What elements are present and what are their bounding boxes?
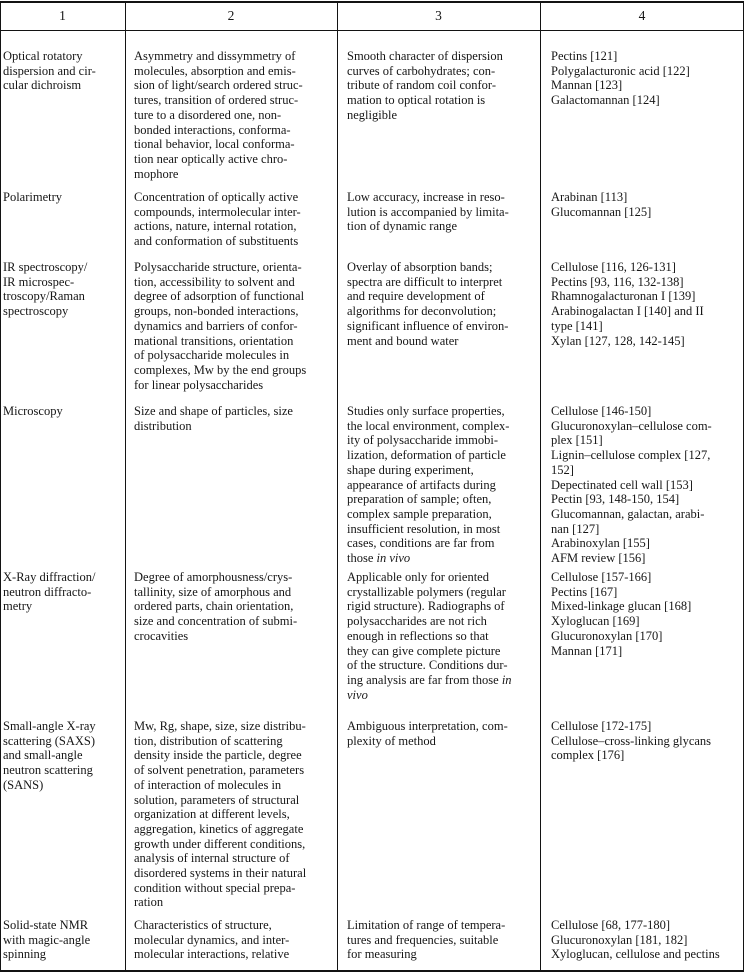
table-cell-r7-c4 bbox=[540, 900, 744, 975]
text-line: ture to a disordered one, non- bbox=[134, 107, 282, 122]
text-line: crystallizable polymers (regular bbox=[347, 584, 506, 599]
table-cell-r6-c2 bbox=[125, 701, 337, 910]
text-line: tion of dynamic range bbox=[347, 219, 458, 234]
text-line: negligible bbox=[347, 107, 397, 122]
text-line: of polysaccharide molecules in bbox=[134, 348, 290, 363]
table-cell-r2-c3 bbox=[337, 172, 540, 242]
text-line: aggregation, kinetics of aggregate bbox=[134, 821, 304, 836]
table-cell-r7-c2 bbox=[125, 900, 337, 975]
text-line: mophore bbox=[134, 166, 179, 181]
table-cell-r5-c1 bbox=[0, 552, 125, 701]
text-line: Xylan [127, 128, 142-145] bbox=[551, 333, 685, 348]
text-line: Characteristics of structure, bbox=[134, 918, 272, 932]
text-line: for measuring bbox=[347, 947, 417, 962]
text-line: they can give complete picture bbox=[347, 643, 501, 658]
text-line: Overlay of absorption bands; bbox=[347, 260, 493, 274]
text-line: those in vivo bbox=[347, 551, 411, 566]
table-cell-r4-c2 bbox=[125, 386, 337, 552]
text-line: Pectins [167] bbox=[551, 584, 618, 599]
text-line: appearance of artifacts during bbox=[347, 477, 496, 492]
text-line: degree of adsorption of functional bbox=[134, 289, 305, 304]
text-line: for linear polysaccharides bbox=[134, 377, 264, 392]
text-line: shape during experiment, bbox=[347, 462, 474, 477]
text-line: Pectin [93, 148-150, 154] bbox=[551, 492, 680, 507]
table-cell-r7-c1 bbox=[0, 900, 125, 975]
text-line: Polysaccharide structure, orienta- bbox=[134, 260, 302, 274]
text-line: Optical rotatory bbox=[3, 49, 83, 63]
text-line: distribution bbox=[134, 418, 192, 433]
table-cell-r4-c3 bbox=[337, 386, 540, 566]
text-line: solution, parameters of structural bbox=[134, 792, 300, 807]
text-line: ordered parts, chain orientation, bbox=[134, 599, 294, 614]
text-line: Low accuracy, increase in reso- bbox=[347, 190, 505, 204]
text-line: vivo bbox=[347, 687, 368, 702]
text-line: the local environment, complex- bbox=[347, 418, 510, 433]
text-line: Xyloglucan [169] bbox=[551, 614, 640, 629]
text-line: tion, accessibility to solvent and bbox=[134, 274, 295, 289]
text-line: Glucuronoxylan [181, 182] bbox=[551, 932, 688, 947]
text-line: lization, deformation of particle bbox=[347, 448, 506, 463]
table-cell-r1-c1 bbox=[0, 31, 125, 172]
table-cell-r2-c2 bbox=[125, 172, 337, 249]
text-line: Cellulose [157-166] bbox=[551, 570, 652, 584]
text-line: Mannan [171] bbox=[551, 643, 623, 658]
text-line: tures, transition of ordered struc- bbox=[134, 93, 299, 108]
text-line: insufficient resolution, in most bbox=[347, 521, 501, 536]
text-line: neutron scattering bbox=[3, 763, 93, 778]
text-line: metry bbox=[3, 599, 33, 614]
text-line: disordered systems in their natural bbox=[134, 866, 307, 881]
text-line: ity of polysaccharide immobi- bbox=[347, 433, 499, 448]
text-line: Pectins [93, 116, 132-138] bbox=[551, 274, 684, 289]
text-line: neutron diffracto- bbox=[3, 584, 92, 599]
text-line: 152] bbox=[551, 462, 574, 477]
text-line: Glucomannan, galactan, arabi- bbox=[551, 506, 705, 521]
text-line: AFM review [156] bbox=[551, 551, 646, 566]
text-line: tribute of random coil confor- bbox=[347, 78, 497, 93]
text-line: Galactomannan [124] bbox=[551, 93, 660, 108]
text-line: spectroscopy bbox=[3, 304, 69, 319]
table-cell-r3-c3 bbox=[337, 242, 540, 386]
text-line: Depectinated cell wall [153] bbox=[551, 477, 693, 492]
text-line: and small-angle bbox=[3, 748, 83, 763]
text-line: dynamics and barriers of confor- bbox=[134, 318, 298, 333]
text-line: IR microspec- bbox=[3, 274, 75, 289]
table-cell-r4-c1 bbox=[0, 386, 125, 552]
text-line: nan [127] bbox=[551, 521, 600, 536]
column-header-4: 4 bbox=[638, 8, 646, 23]
text-line: Ambiguous interpretation, com- bbox=[347, 719, 508, 733]
text-line: tion near optically active chro- bbox=[134, 151, 288, 166]
table-body-grid bbox=[0, 31, 744, 975]
text-line: Smooth character of dispersion bbox=[347, 49, 503, 63]
text-line: Microscopy bbox=[3, 404, 63, 418]
table-cell-r3-c4 bbox=[540, 242, 744, 386]
text-line: enough in reflections so that bbox=[347, 628, 489, 643]
text-line: Xyloglucan, cellulose and pectins bbox=[551, 947, 720, 962]
text-line: algorithms for deconvolution; bbox=[347, 304, 497, 319]
text-line: Degree of amorphousness/crys- bbox=[134, 570, 293, 584]
text-line: lution is accompanied by limita- bbox=[347, 204, 509, 219]
text-line: sion of light/search ordered struc- bbox=[134, 78, 303, 93]
text-line: Polarimetry bbox=[3, 190, 63, 204]
table-cell-r3-c1 bbox=[0, 242, 125, 386]
text-line: Glucuronoxylan [170] bbox=[551, 628, 663, 643]
text-line: rigid structure). Radiographs of bbox=[347, 599, 505, 614]
column-header-3: 3 bbox=[435, 8, 442, 23]
text-line: Asymmetry and dissymmetry of bbox=[134, 49, 296, 63]
text-line: X-Ray diffraction/ bbox=[3, 570, 96, 584]
text-line: troscopy/Raman bbox=[3, 289, 85, 304]
text-line: condition without special prepa- bbox=[134, 880, 296, 895]
text-line: molecular dynamics, and inter- bbox=[134, 932, 290, 947]
text-line: Arabinan [113] bbox=[551, 190, 628, 204]
text-line: Concentration of optically active bbox=[134, 190, 299, 204]
text-line: polysaccharides are not rich bbox=[347, 614, 487, 629]
text-line: complex sample preparation, bbox=[347, 506, 492, 521]
text-line: Cellulose [116, 126-131] bbox=[551, 260, 676, 274]
column-header-2: 2 bbox=[227, 8, 235, 23]
text-line: IR spectroscopy/ bbox=[3, 260, 88, 274]
text-line: dispersion and cir- bbox=[3, 63, 96, 78]
table-cell-r1-c2 bbox=[125, 31, 337, 181]
table-cell-r1-c3 bbox=[337, 31, 540, 172]
text-line: organization at different levels, bbox=[134, 807, 290, 822]
text-line: Rhamnogalacturonan I [139] bbox=[551, 289, 696, 304]
table-cell-r1-c4 bbox=[540, 31, 744, 172]
text-line: Solid-state NMR bbox=[3, 918, 89, 932]
text-line: of interaction of molecules in bbox=[134, 777, 282, 792]
text-line: bonded interactions, conforma- bbox=[134, 122, 291, 137]
text-line: of solvent penetration, parameters bbox=[134, 763, 305, 778]
text-line: Pectins [121] bbox=[551, 49, 618, 63]
text-line: Mixed-linkage glucan [168] bbox=[551, 599, 692, 614]
table-cell-r2-c4 bbox=[540, 172, 744, 242]
table-cell-r5-c3 bbox=[337, 552, 540, 701]
text-line: significant influence of environ- bbox=[347, 318, 509, 333]
text-line: actions, nature, internal rotation, bbox=[134, 219, 297, 234]
table-cell-r4-c4 bbox=[540, 386, 744, 566]
text-line: (SANS) bbox=[3, 777, 44, 792]
text-line: curves of carbohydrates; con- bbox=[347, 63, 496, 78]
column-header-1: 1 bbox=[59, 8, 66, 23]
text-line: molecules, absorption and emis- bbox=[134, 63, 296, 78]
text-line: tallinity, size of amorphous and bbox=[134, 584, 292, 599]
table-cell-r6-c1 bbox=[0, 701, 125, 900]
text-line: and require development of bbox=[347, 289, 485, 304]
text-line: Cellulose [146-150] bbox=[551, 404, 652, 418]
table-cell-r2-c1 bbox=[0, 172, 125, 242]
text-line: with magic-angle bbox=[3, 932, 91, 947]
text-line: complex [176] bbox=[551, 748, 625, 763]
text-line: tional behavior, local conforma- bbox=[134, 137, 295, 152]
text-line: tion, distribution of scattering bbox=[134, 733, 283, 748]
text-line: density inside the particle, degree bbox=[134, 748, 302, 763]
text-line: complexes, Mw by the end groups bbox=[134, 362, 307, 377]
text-line: Applicable only for oriented bbox=[347, 570, 489, 584]
text-line: spinning bbox=[3, 947, 47, 962]
table-cell-r6-c4 bbox=[540, 701, 744, 900]
text-line: size and concentration of submi- bbox=[134, 614, 298, 629]
text-line: ration bbox=[134, 895, 164, 910]
text-line: type [141] bbox=[551, 318, 603, 333]
text-line: Cellulose [68, 177-180] bbox=[551, 918, 671, 932]
text-line: Limitation of range of tempera- bbox=[347, 918, 506, 932]
text-line: Glucuronoxylan–cellulose com- bbox=[551, 418, 712, 433]
text-line: Glucomannan [125] bbox=[551, 204, 652, 219]
text-line: Small-angle X-ray bbox=[3, 719, 96, 733]
table-header-row bbox=[0, 2, 744, 30]
text-line: Polygalacturonic acid [122] bbox=[551, 63, 690, 78]
text-line: groups, non-bonded interactions, bbox=[134, 304, 299, 319]
text-line: tures and frequencies, suitable bbox=[347, 932, 499, 947]
text-line: molecular interactions, relative bbox=[134, 947, 290, 962]
text-line: Mw, Rg, shape, size, size distribu- bbox=[134, 719, 306, 733]
text-line: growth under different conditions, bbox=[134, 836, 306, 851]
text-line: and conformation of substituents bbox=[134, 234, 299, 249]
text-line: Arabinogalactan I [140] and II bbox=[551, 304, 704, 319]
text-line: plexity of method bbox=[347, 733, 436, 748]
text-line: Mannan [123] bbox=[551, 78, 623, 93]
text-line: cases, conditions are far from bbox=[347, 536, 495, 551]
text-line: Cellulose [172-175] bbox=[551, 719, 652, 733]
text-line: Arabinoxylan [155] bbox=[551, 536, 650, 551]
text-line: Size and shape of particles, size bbox=[134, 404, 293, 418]
text-line: plex [151] bbox=[551, 433, 603, 448]
text-line: Lignin–cellulose complex [127, bbox=[551, 448, 711, 463]
table-cell-r3-c2 bbox=[125, 242, 337, 392]
text-line: ing analysis are far from those in bbox=[347, 672, 512, 687]
text-line: preparation of sample; often, bbox=[347, 492, 492, 507]
text-line: analysis of internal structure of bbox=[134, 851, 290, 866]
text-line: mation to optical rotation is bbox=[347, 93, 486, 108]
text-line: spectra are difficult to interpret bbox=[347, 274, 503, 289]
text-line: scattering (SAXS) bbox=[3, 733, 95, 748]
text-line: crocavities bbox=[134, 628, 189, 643]
text-line: of the structure. Conditions dur- bbox=[347, 658, 508, 673]
text-line: ment and bound water bbox=[347, 333, 459, 348]
text-line: mational transitions, orientation bbox=[134, 333, 294, 348]
text-line: Studies only surface properties, bbox=[347, 404, 505, 418]
text-line: Cellulose–cross-linking glycans bbox=[551, 733, 712, 748]
table-cell-r7-c3 bbox=[337, 900, 540, 975]
text-line: cular dichroism bbox=[3, 78, 82, 93]
text-line: compounds, intermolecular inter- bbox=[134, 204, 301, 219]
table-cell-r5-c4 bbox=[540, 552, 744, 701]
table-cell-r6-c3 bbox=[337, 701, 540, 900]
table-cell-r5-c2 bbox=[125, 552, 337, 701]
